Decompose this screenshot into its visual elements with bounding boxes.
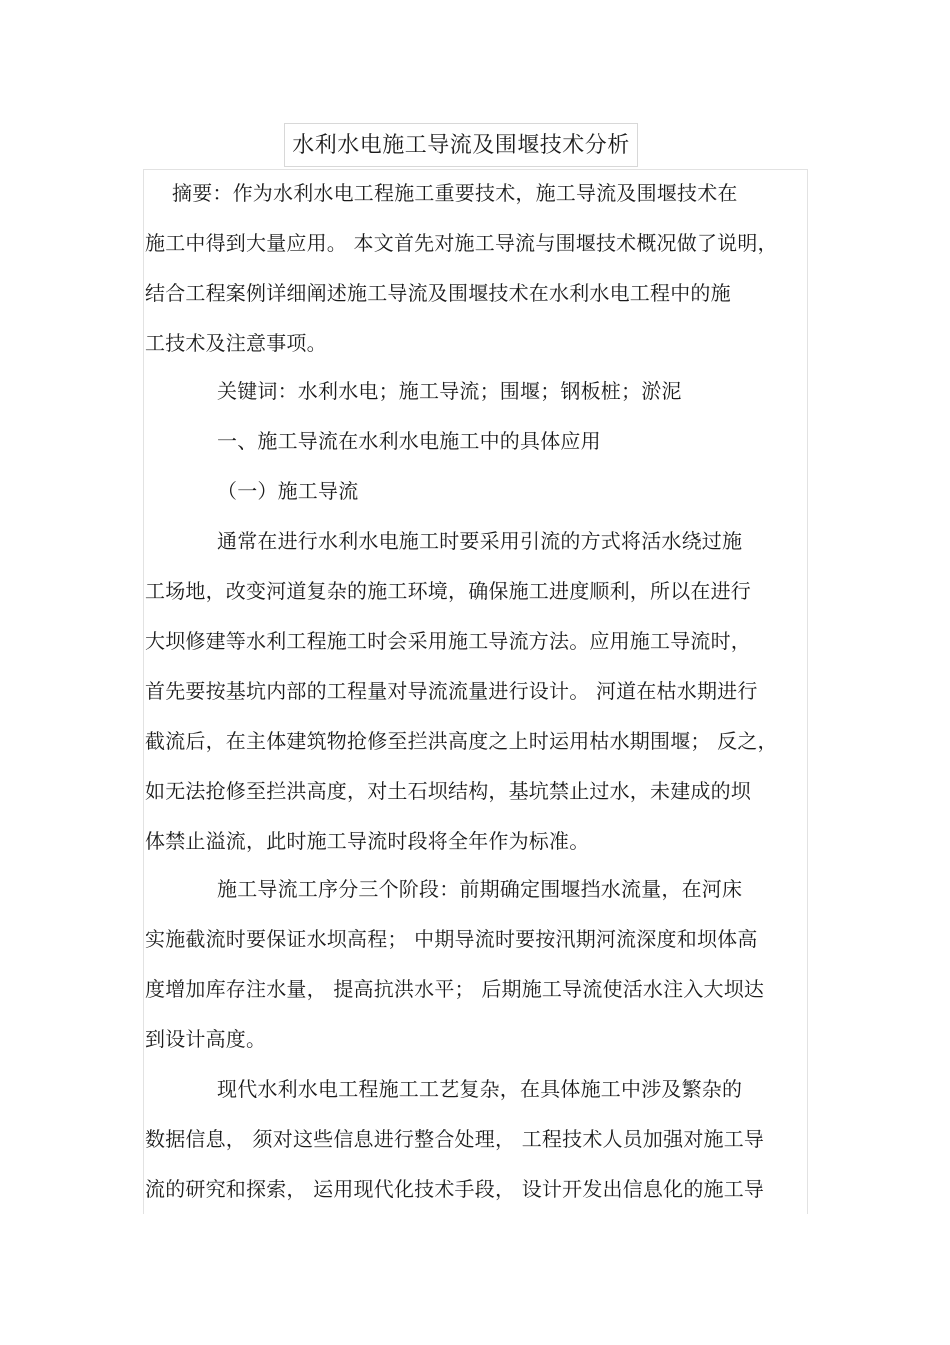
paragraph-3-line-1: 现代水利水电工程施工工艺复杂，在具体施工中涉及繁杂的 (217, 1077, 743, 1101)
paragraph-2-line-2: 实施截流时要保证水坝高程； 中期导流时要按汛期河流深度和坝体高 (145, 927, 758, 951)
subsection-heading-1: （一）施工导流 (217, 479, 359, 503)
abstract-line-1: 摘要：作为水利水电工程施工重要技术，施工导流及围堰技术在 (172, 181, 738, 205)
keywords-line: 关键词：水利水电；施工导流；围堰；钢板桩；淤泥 (217, 379, 682, 403)
abstract-line-4: 工技术及注意事项。 (145, 331, 327, 355)
paragraph-1-line-2: 工场地，改变河道复杂的施工环境，确保施工进度顺利，所以在进行 (145, 579, 751, 603)
paragraph-1-line-1: 通常在进行水利水电施工时要采用引流的方式将活水绕过施 (217, 529, 743, 553)
paragraph-1-line-6: 如无法抢修至拦洪高度，对土石坝结构，基坑禁止过水，未建成的坝 (145, 779, 751, 803)
paragraph-1-line-3: 大坝修建等水利工程施工时会采用施工导流方法。应用施工导流时， (145, 629, 751, 653)
abstract-line-2: 施工中得到大量应用。 本文首先对施工导流与围堰技术概况做了说明， (145, 231, 778, 255)
paragraph-3-line-3: 流的研究和探索， 运用现代化技术手段， 设计开发出信息化的施工导 (145, 1177, 765, 1201)
paragraph-1-line-4: 首先要按基坑内部的工程量对导流流量进行设计。 河道在枯水期进行 (145, 679, 758, 703)
document-title: 水利水电施工导流及围堰技术分析 (292, 133, 630, 158)
paragraph-1-line-5: 截流后，在主体建筑物抢修至拦洪高度之上时运用枯水期围堰； 反之， (145, 729, 778, 753)
paragraph-2-line-1: 施工导流工序分三个阶段：前期确定围堰挡水流量，在河床 (217, 877, 743, 901)
paragraph-3-line-2: 数据信息， 须对这些信息进行整合处理， 工程技术人员加强对施工导 (145, 1127, 765, 1151)
paragraph-2-line-4: 到设计高度。 (145, 1027, 267, 1051)
paragraph-1-line-7: 体禁止溢流，此时施工导流时段将全年作为标准。 (145, 829, 590, 853)
abstract-line-3: 结合工程案例详细阐述施工导流及围堰技术在水利水电工程中的施 (145, 281, 731, 305)
paragraph-2-line-3: 度增加库存注水量， 提高抗洪水平； 后期施工导流使活水注入大坝达 (145, 977, 765, 1001)
section-heading-1: 一、施工导流在水利水电施工中的具体应用 (217, 429, 601, 453)
